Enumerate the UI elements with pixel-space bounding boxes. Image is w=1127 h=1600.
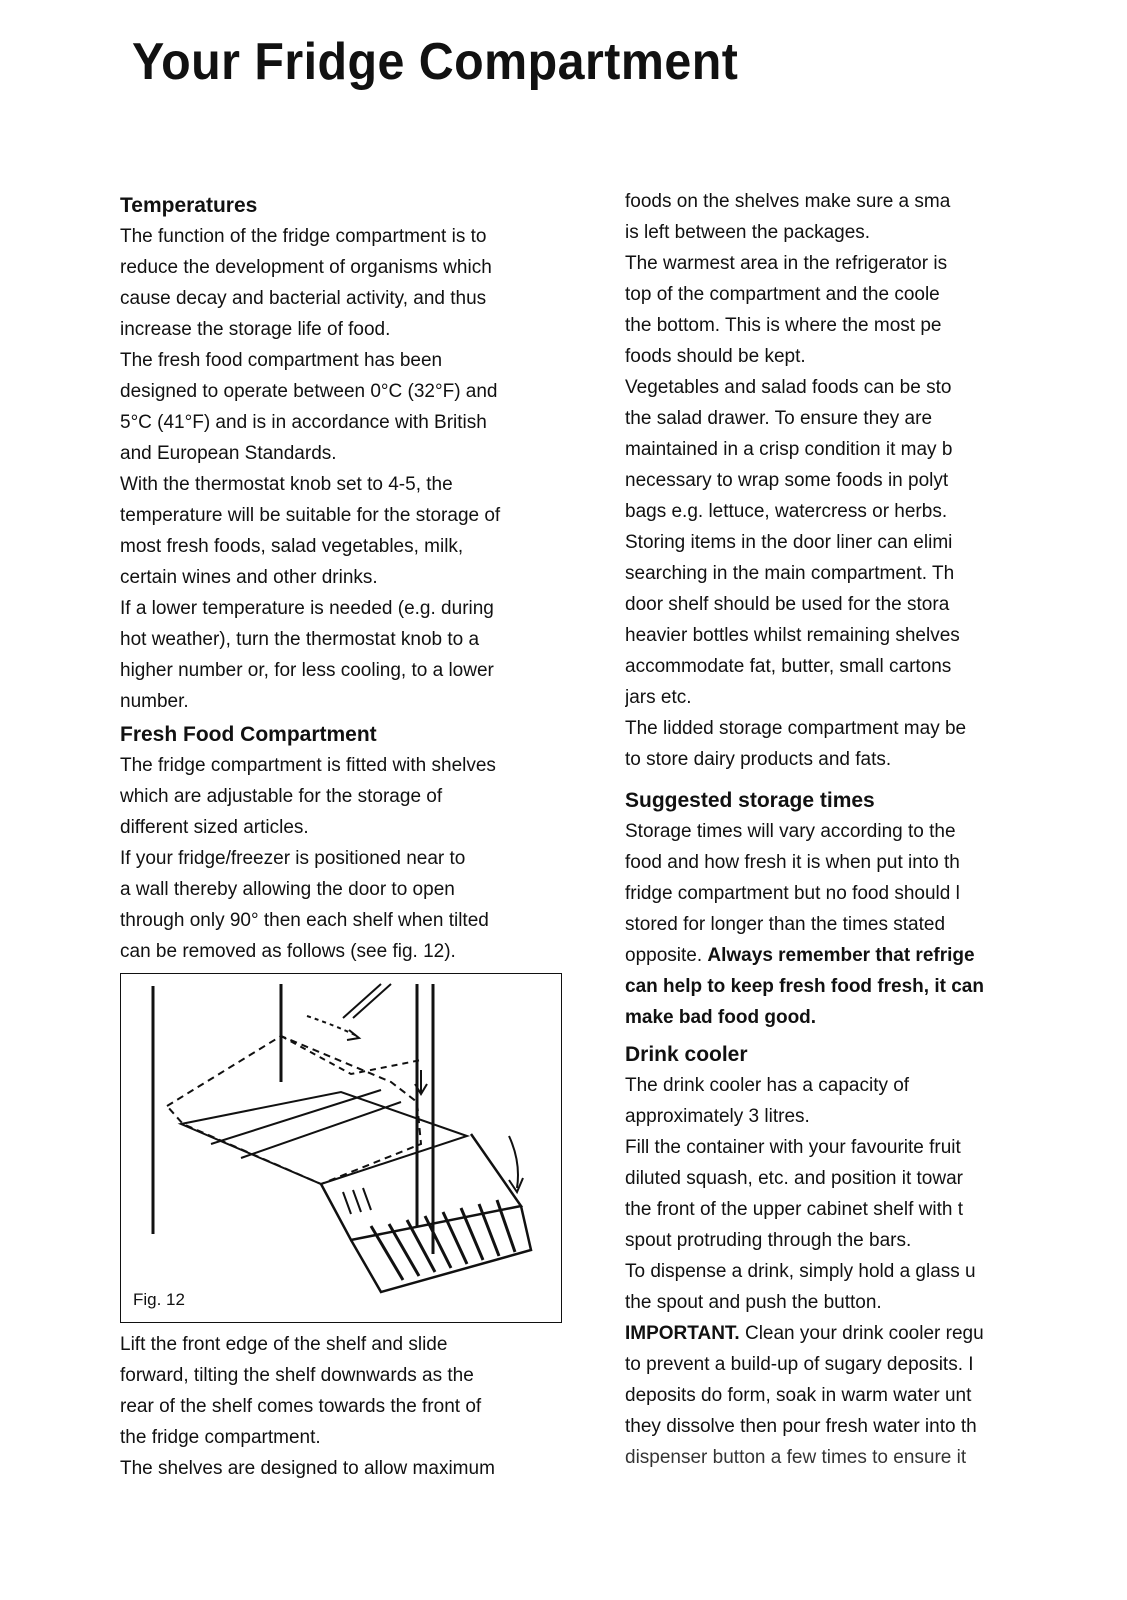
text-line: different sized articles. <box>120 817 309 838</box>
shelf-removal-figure <box>120 973 562 1323</box>
text-line: deposits do form, soak in warm water unt <box>625 1385 972 1406</box>
drink-cooler-heading: Drink cooler <box>625 1043 748 1066</box>
text-line: the fridge compartment. <box>120 1427 321 1448</box>
text-line: The drink cooler has a capacity of <box>625 1075 910 1096</box>
temperatures-heading: Temperatures <box>120 194 258 217</box>
left-column <box>120 190 576 1484</box>
text-line: to store dairy products and fats. <box>625 749 892 770</box>
text-line: bags e.g. lettuce, watercress or herbs. <box>625 501 948 522</box>
fresh-food-heading: Fresh Food Compartment <box>120 723 377 746</box>
text-line: which are adjustable for the storage of <box>120 786 443 807</box>
text-line: The lidded storage compartment may be <box>625 718 967 739</box>
text-line: forward, tilting the shelf downwards as the <box>120 1365 474 1386</box>
text-line: can help to keep fresh food fresh, it can <box>625 976 984 997</box>
text-line: To dispense a drink, simply hold a glass u <box>625 1261 976 1282</box>
text-line: fridge compartment but no food should l <box>625 883 960 904</box>
text-line: the bottom. This is where the most pe <box>625 315 942 336</box>
text-line: stored for longer than the times stated <box>625 914 946 935</box>
text-fragment: Clean your drink cooler regu <box>739 1323 984 1344</box>
text-line: If your fridge/freezer is positioned near to <box>120 848 466 869</box>
text-line: maintained in a crisp condition it may b <box>625 439 953 460</box>
text-line: jars etc. <box>625 687 692 708</box>
text-line <box>625 940 1015 971</box>
text-line: searching in the main compartment. Th <box>625 563 955 584</box>
text-line: number. <box>120 691 189 712</box>
text-line: Lift the front edge of the shelf and slide <box>120 1334 448 1355</box>
text-line: Storing items in the door liner can elimi <box>625 532 953 553</box>
text-line: reduce the development of organisms which <box>120 257 492 278</box>
text-line: With the thermostat knob set to 4-5, the <box>120 474 453 495</box>
continued-section <box>625 186 1015 775</box>
text-line: heavier bottles whilst remaining shelves <box>625 625 960 646</box>
text-line: The fridge compartment is fitted with shelves <box>120 755 496 776</box>
text-line: through only 90° then each shelf when tilted <box>120 910 489 931</box>
storage-times-heading: Suggested storage times <box>625 789 875 812</box>
text-line: The function of the fridge compartment is to <box>120 226 487 247</box>
text-line: foods on the shelves make sure a sma <box>625 191 951 212</box>
text-line: necessary to wrap some foods in polyt <box>625 470 949 491</box>
fresh-food-section <box>120 719 576 967</box>
text-line: If a lower temperature is needed (e.g. during <box>120 598 494 619</box>
fresh-food-body <box>120 750 576 967</box>
text-line: food and how fresh it is when put into th <box>625 852 960 873</box>
important-label: IMPORTANT. <box>625 1323 740 1344</box>
temperatures-body <box>120 221 576 717</box>
text-line: approximately 3 litres. <box>625 1106 810 1127</box>
text-line: the front of the upper cabinet shelf with t <box>625 1199 963 1220</box>
text-line: cause decay and bacterial activity, and thus <box>120 288 487 309</box>
text-line: the salad drawer. To ensure they are <box>625 408 933 429</box>
after-figure-text <box>120 1329 576 1484</box>
bold-fragment: Always remember that refrige <box>707 945 975 966</box>
text-line: The shelves are designed to allow maximum <box>120 1458 495 1479</box>
text-line: top of the compartment and the coole <box>625 284 940 305</box>
text-line: Fill the container with your favourite fruit <box>625 1137 961 1158</box>
figure-caption: Fig. 12 <box>133 1290 185 1309</box>
text-line: the spout and push the button. <box>625 1292 882 1313</box>
text-line: door shelf should be used for the stora <box>625 594 950 615</box>
text-line: is left between the packages. <box>625 222 871 243</box>
right-column <box>625 186 1015 1473</box>
text-line <box>625 1318 1015 1349</box>
text-line: higher number or, for less cooling, to a lower <box>120 660 494 681</box>
temperatures-section <box>120 190 576 717</box>
text-line: foods should be kept. <box>625 346 806 367</box>
text-line: Storage times will vary according to the <box>625 821 956 842</box>
text-line: make bad food good. <box>625 1007 817 1028</box>
text-line: most fresh foods, salad vegetables, milk, <box>120 536 464 557</box>
text-line: certain wines and other drinks. <box>120 567 378 588</box>
text-line: designed to operate between 0°C (32°F) and <box>120 381 498 402</box>
text-line: they dissolve then pour fresh water into th <box>625 1416 977 1437</box>
text-line: The fresh food compartment has been <box>120 350 443 371</box>
text-line: can be removed as follows (see fig. 12). <box>120 941 456 962</box>
text-fragment: opposite. <box>625 945 703 966</box>
text-line: spout protruding through the bars. <box>625 1230 912 1251</box>
text-line: to prevent a build-up of sugary deposits. I <box>625 1354 974 1375</box>
text-line: and European Standards. <box>120 443 337 464</box>
storage-times-section <box>625 785 1015 1033</box>
page-title: Your Fridge Compartment <box>132 33 739 91</box>
text-line: dispenser button a few times to ensure it <box>625 1447 967 1468</box>
text-line: a wall thereby allowing the door to open <box>120 879 455 900</box>
text-line: The warmest area in the refrigerator is <box>625 253 948 274</box>
drink-cooler-section <box>625 1039 1015 1473</box>
text-line: hot weather), turn the thermostat knob to a <box>120 629 480 650</box>
shelf-illustration <box>121 974 563 1324</box>
text-line: 5°C (41°F) and is in accordance with British <box>120 412 487 433</box>
text-line: Vegetables and salad foods can be sto <box>625 377 952 398</box>
text-line: accommodate fat, butter, small cartons <box>625 656 952 677</box>
text-line: diluted squash, etc. and position it towar <box>625 1168 963 1189</box>
text-line: temperature will be suitable for the storage of <box>120 505 501 526</box>
text-line: rear of the shelf comes towards the front of <box>120 1396 482 1417</box>
text-line: increase the storage life of food. <box>120 319 391 340</box>
